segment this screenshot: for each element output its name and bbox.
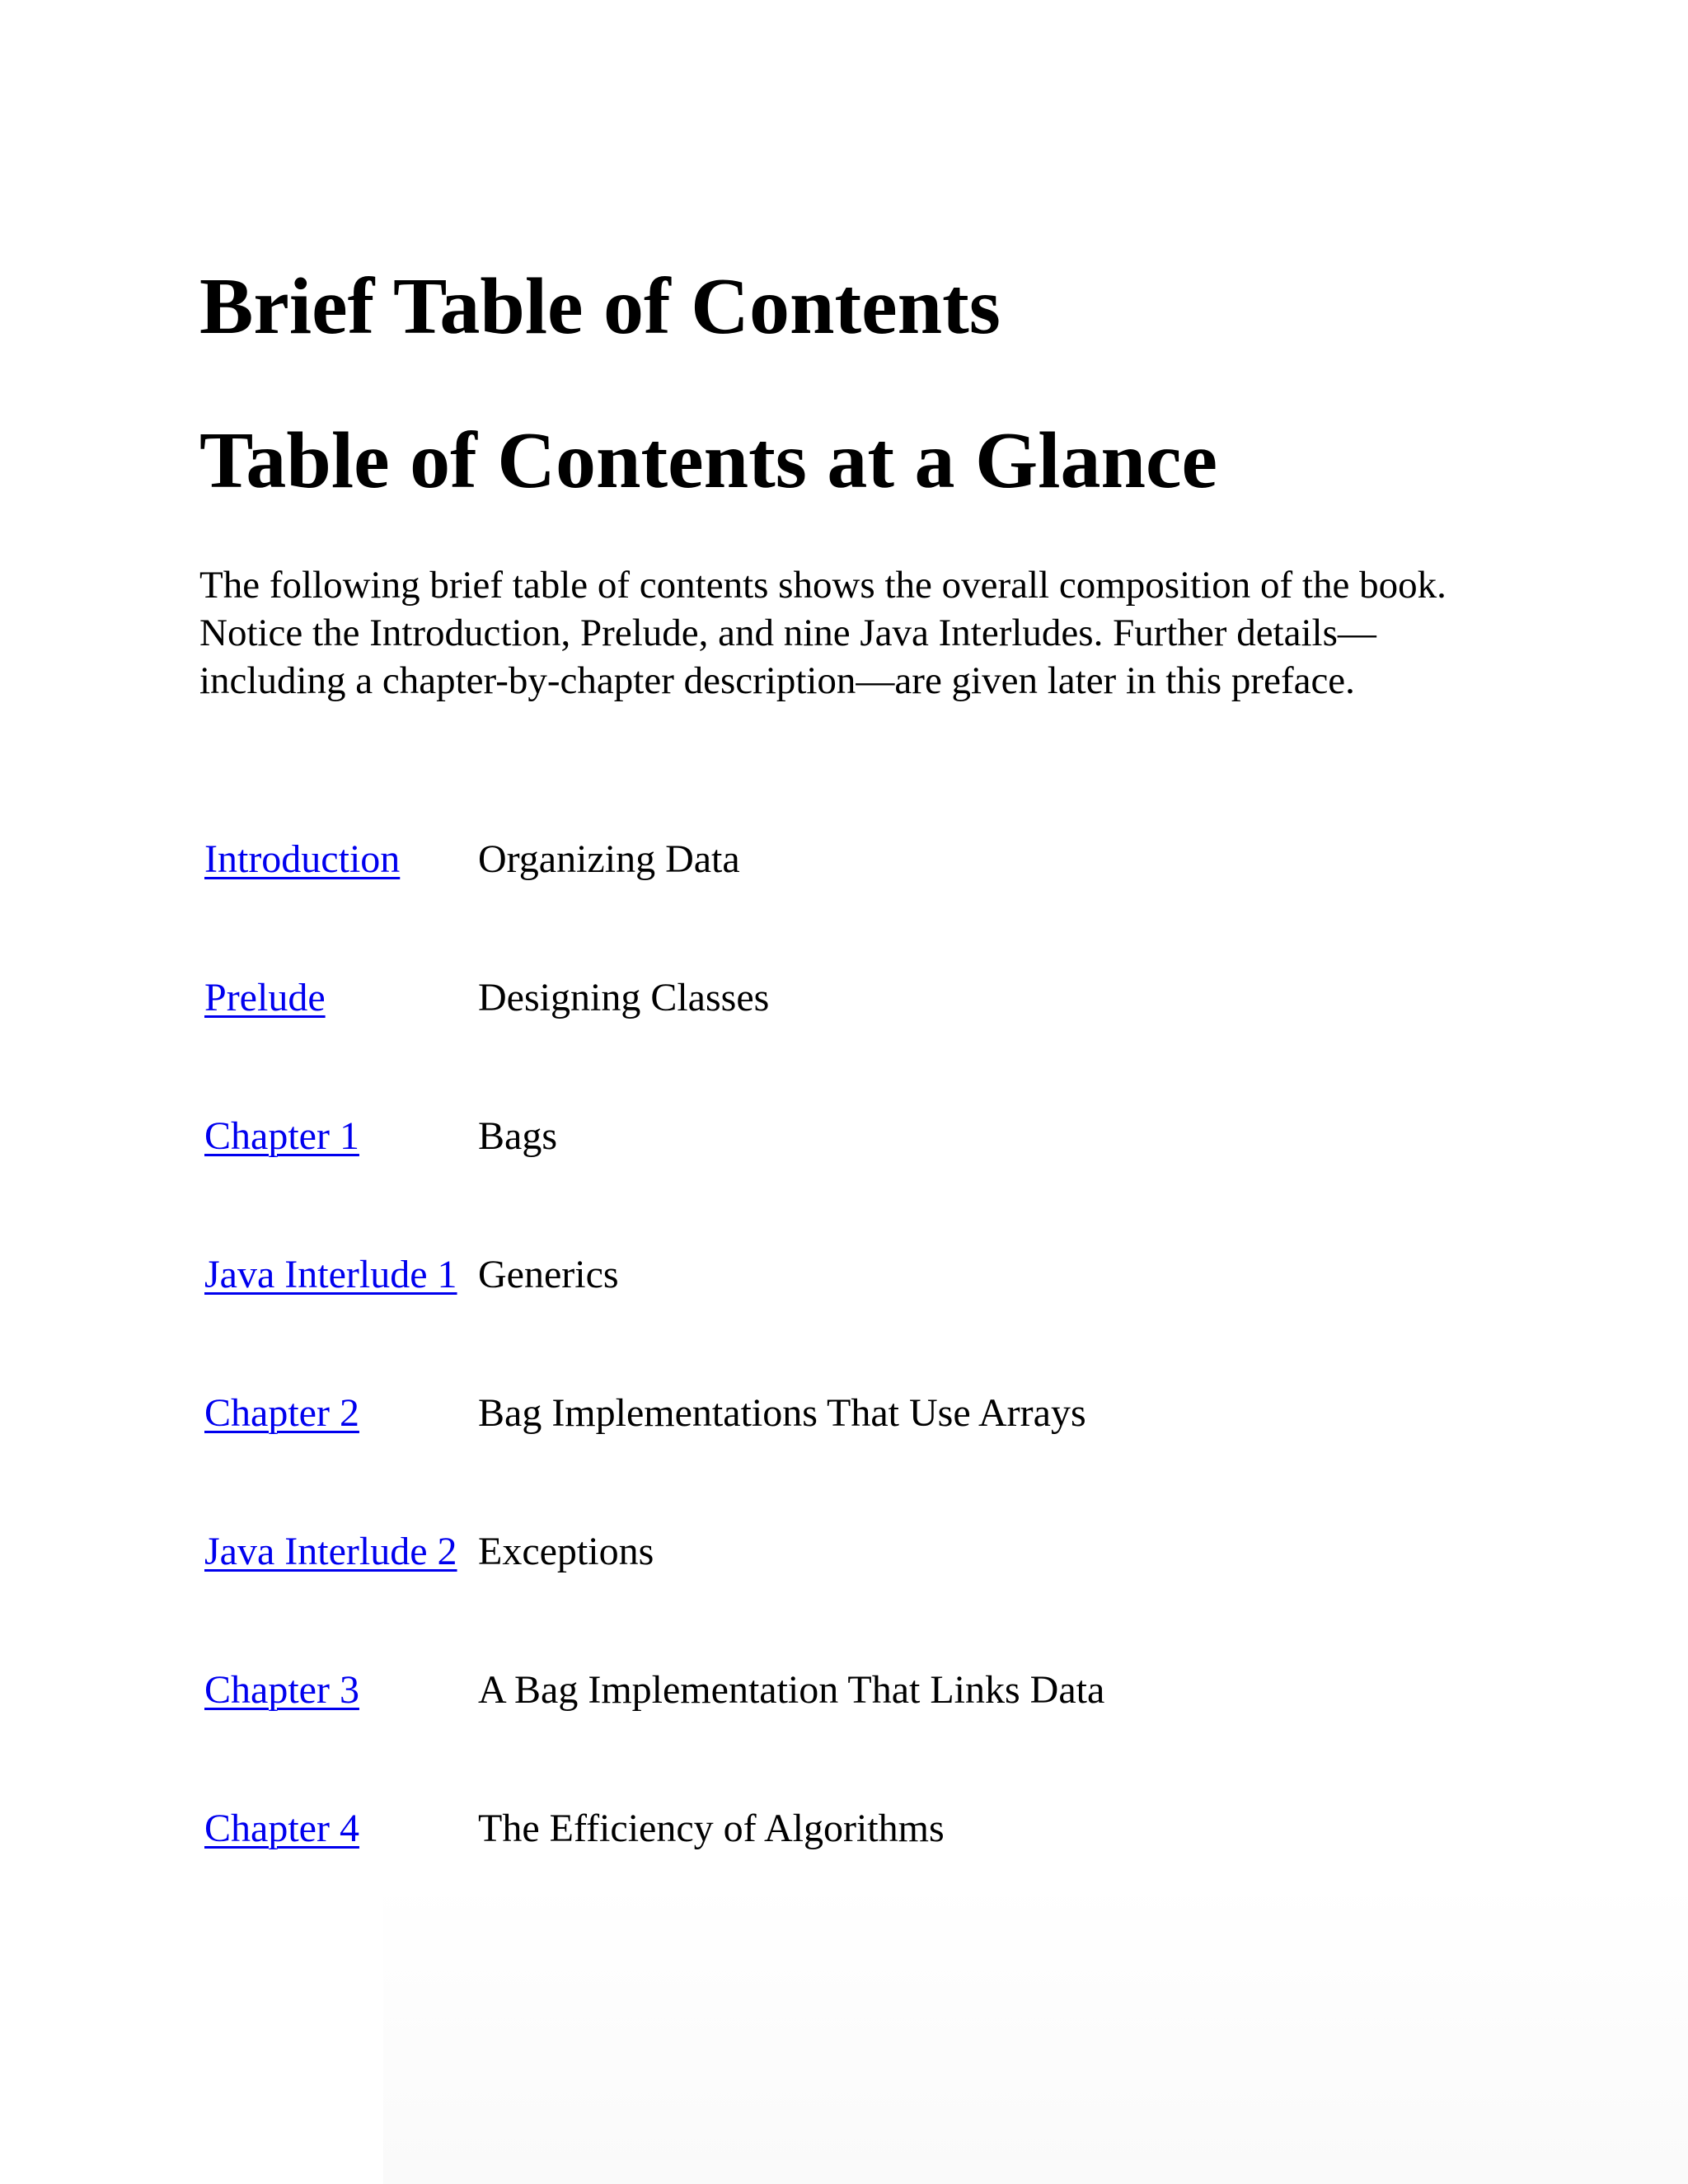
- intro-paragraph: The following brief table of contents shows the overall composition of the book. Notice the Introduction, Prelude, and nine Java Interludes. Further details—including a chapter-by-chapter description—are given later in this preface.: [199, 564, 1447, 702]
- toc-link-introduction[interactable]: Introduction: [204, 837, 401, 881]
- toc-title-java-interlude-1: Generics: [478, 1253, 619, 1296]
- section-heading: Table of Contents at a Glance: [199, 416, 1218, 505]
- toc-title-chapter-1: Bags: [478, 1114, 557, 1158]
- toc-title-java-interlude-2: Exceptions: [478, 1530, 654, 1573]
- toc-title-chapter-2: Bag Implementations That Use Arrays: [478, 1391, 1086, 1435]
- toc-link-chapter-2[interactable]: Chapter 2: [204, 1391, 359, 1435]
- toc-title-introduction: Organizing Data: [478, 837, 740, 881]
- toc-title-chapter-3: A Bag Implementation That Links Data: [478, 1668, 1105, 1712]
- toc-link-java-interlude-2[interactable]: Java Interlude 2: [204, 1530, 457, 1573]
- toc-title-prelude: Designing Classes: [478, 976, 770, 1019]
- toc-link-chapter-3[interactable]: Chapter 3: [204, 1668, 359, 1712]
- toc-title-chapter-4: The Efficiency of Algorithms: [478, 1807, 945, 1850]
- page-title: Brief Table of Contents: [199, 262, 1001, 351]
- toc-link-prelude[interactable]: Prelude: [204, 976, 326, 1019]
- toc-link-chapter-1[interactable]: Chapter 1: [204, 1114, 359, 1158]
- toc-link-java-interlude-1[interactable]: Java Interlude 1: [204, 1253, 457, 1296]
- toc-link-chapter-4[interactable]: Chapter 4: [204, 1807, 359, 1850]
